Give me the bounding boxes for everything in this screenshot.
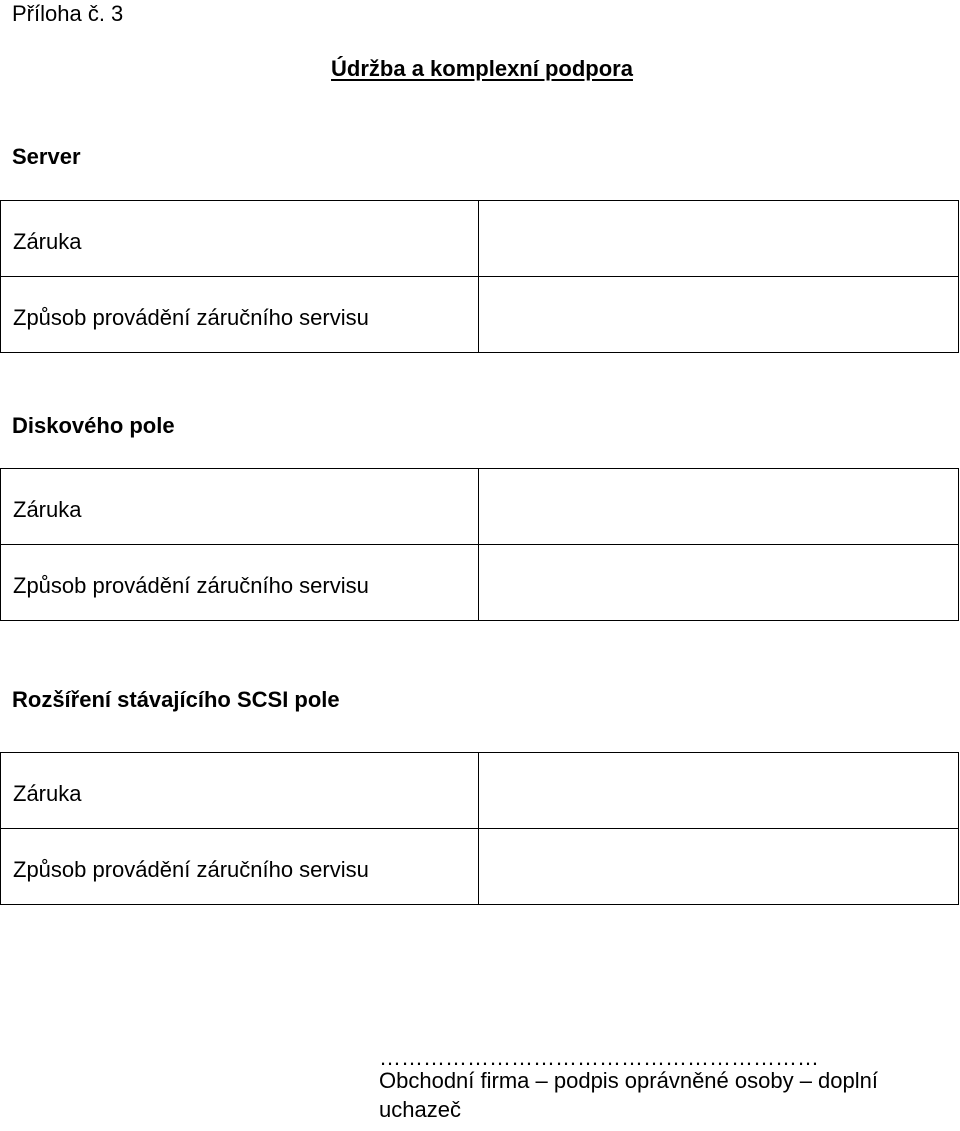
table-row — [1, 201, 959, 277]
signature-caption: Obchodní firma – podpis oprávněné osoby – doplní uchazeč — [379, 1068, 878, 1122]
row-label: Záruka — [1, 469, 479, 545]
signature-block — [379, 1045, 939, 1124]
section-heading-scsi-extension: Rozšíření stávajícího SCSI pole — [12, 687, 340, 712]
service-method-value-field[interactable] — [479, 277, 959, 353]
section-heading-server: Server — [12, 144, 81, 169]
table-row — [1, 829, 959, 905]
warranty-value-field[interactable] — [479, 201, 959, 277]
warranty-value-field[interactable] — [479, 469, 959, 545]
row-label: Způsob provádění záručního servisu — [1, 545, 479, 621]
table-row — [1, 469, 959, 545]
table-row — [1, 277, 959, 353]
row-label: Způsob provádění záručního servisu — [1, 829, 479, 905]
attachment-label: Příloha č. 3 — [12, 1, 124, 26]
service-method-value-field[interactable] — [479, 545, 959, 621]
row-label: Záruka — [1, 753, 479, 829]
signature-line: …………………………………………………… — [379, 1045, 819, 1070]
page-title: Údržba a komplexní podpora — [331, 56, 633, 81]
service-method-value-field[interactable] — [479, 829, 959, 905]
table-row — [1, 753, 959, 829]
section-heading-disk-array: Diskového pole — [12, 413, 175, 438]
row-label: Způsob provádění záručního servisu — [1, 277, 479, 353]
table-row — [1, 545, 959, 621]
server-table — [0, 200, 959, 353]
row-label: Záruka — [1, 201, 479, 277]
warranty-value-field[interactable] — [479, 753, 959, 829]
disk-array-table — [0, 468, 959, 621]
scsi-extension-table — [0, 752, 959, 905]
